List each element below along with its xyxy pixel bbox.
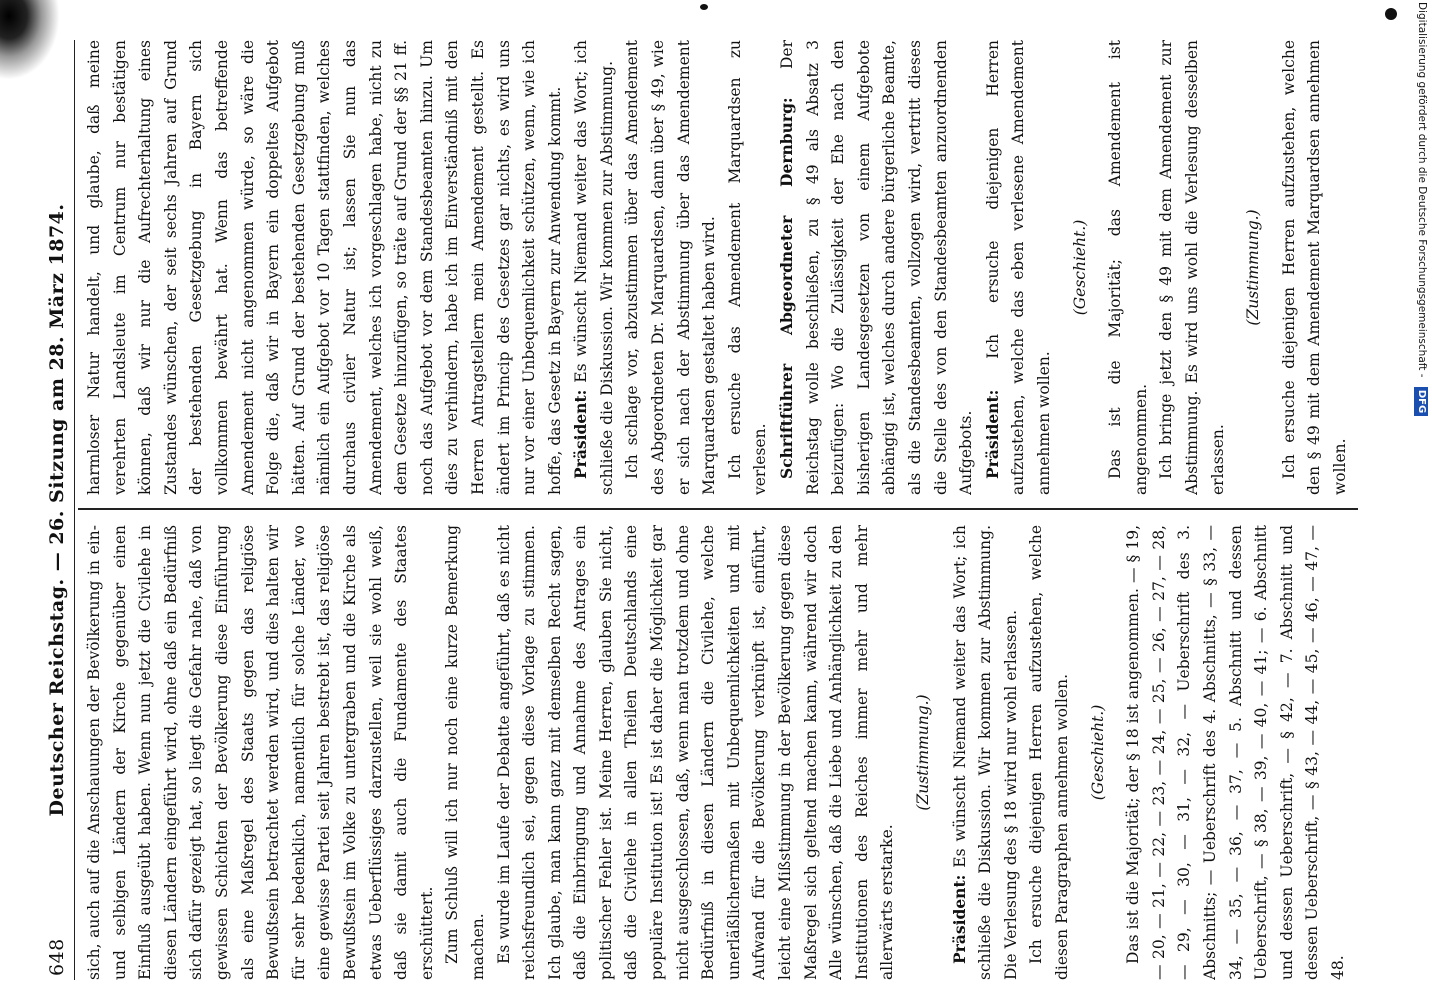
stage-direction: (Zustimmung.)	[1244, 209, 1263, 326]
dfg-funding-tag	[1412, 0, 1432, 1000]
scan-speck	[700, 4, 708, 10]
scan-speck	[1385, 8, 1397, 20]
paragraph: Ich ersuche das Amendement Marquardsen zu verlesen.	[725, 40, 770, 495]
paragraph: sich, auch auf die Anschauungen der Bevölkerung in ein- und selbigen Ländern der Kirche gegenüber einen Einfluß ausgeübt haben. Wenn nun jetzt die Civilehe in diesen Ländern eingeführt wird, ohne daß ein Bedürfniß sich dafür gezeigt hat, so liegt die Gefahr nahe, daß von gewissen Schichten der Bevölkerung diese Einführung als eine Maßregel des Staats gegen das religiöse Bewußtsein betrachtet werden wird, und dies halten wir für sehr bedenklich, namentlich für solche Länder, wo eine gewisse Partei seit Jahren bestrebt ist, das religiöse Bewußtsein im Volke zu untergraben und die Kirche als etwas Ueberflüssiges darzustellen, weil sie wohl weiß, daß sie damit auch die Fundamente des Staates erschüttert.	[85, 525, 436, 980]
speaker-name: Präsident:	[949, 874, 969, 964]
page-header	[40, 40, 75, 980]
stage-direction: (Geschieht.)	[1070, 219, 1089, 316]
speech-text: Ich ersuche diejenigen Herren aufzustehen, welche das eben verlesene Amendement annehmen wollen.	[983, 40, 1053, 495]
speech-text: Der Reichstag wolle beschließen, zu § 49 als Absatz 3 beizufügen: Wo die Zulässigkeit der Ehe nach den bisherigen Landesgesetzen von einem Aufgebote abhängig ist, welches durch andere bürgerliche Beamte, als die Standesbeamten, vollzogen wird, vertritt dieses die Stelle des von den Standesbeamten anzuordnenden Aufgebots.	[778, 40, 976, 495]
speech-text: Es wünscht Niemand weiter das Wort; ich schließe die Diskussion. Wir kommen zur Abstimmung.	[572, 40, 616, 495]
page-number: 648	[46, 938, 68, 976]
paragraph	[774, 40, 980, 495]
paragraph	[568, 40, 620, 495]
paragraph: Das ist die Majorität; das Amendement ist angenommen.	[1106, 40, 1150, 495]
paragraph: Zum Schluß will ich nur noch eine kurze Bemerkung machen.	[443, 525, 487, 980]
dfg-funding-text	[1412, 0, 1432, 1002]
stage-direction: (Zustimmung.)	[914, 694, 932, 811]
speech-text: Es wünscht Niemand weiter das Wort; ich schließe die Diskussion. Wir kommen zur Abstimmung. Die Verlesung des § 18 wird nur wohl erlassen.	[950, 525, 1020, 980]
stage-direction: (Geschieht.)	[1088, 704, 1107, 801]
paragraph: Es wurde im Laufe der Debatte angeführt, daß es nicht reichsfreundlich sei, gegen diese Vorlage zu stimmen. Ich glaube, man kann ganz mit demselben Recht sagen, daß die Einbringung und Annahme des Antrages ein politischer Fehler ist. Meine Herren, glauben Sie nicht, daß die Civilehe in allen Theilen Deutschlands eine populäre Institution ist! Es ist daher die Möglichkeit gar nicht ausgeschlossen, daß, wenn man trotzdem und ohne Bedürfniß in diesen Ländern die Civilehe, welche unerläßlichermaßen mit Unbequemlichkeiten und mit Aufwand für die Bevölkerung verknüpft ist, einführt, leicht eine Mißstimmung in der Bevölkerung gegen diese Maßregel sich geltend machen kann, während wir doch Alle wünschen, daß die Liebe und Anhänglichkeit zu den Institutionen des Reiches immer mehr und mehr allerwärts erstarke.	[494, 525, 897, 980]
paragraph: harmloser Natur handelt, und glaube, daß meine verehrten Landsleute im Centrum nur bestätigen können, daß wir nur die Aufrechterhaltung eines Zustandes wünschen, der seit sechs Jahren auf Grund der bestehenden Gesetzgebung in Bayern sich vollkommen bewährt hat. Wenn das betreffende Amendement nicht angenommen würde, so wäre die Folge die, daß wir in Bayern ein doppeltes Aufgebot hätten. Auf Grund der bestehenden Gesetzgebung muß nämlich ein Aufgebot vor 10 Tagen stattfinden, welches durchaus civiler Natur ist; lassen Sie nun das Amendement, welches ich vorgeschlagen habe, nicht zu dem Gesetze hinzufügen, so träte auf Grund der §§ 21 ff. noch das Aufgebot vor dem Standesbeamten hinzu. Um dies zu verhindern, habe ich im Einverständniß mit den Herren Antragstellern mein Amendement gestellt. Es ändert im Princip des Gesetzes gar nichts, es wird uns nur vor einer Unbequemlichkeit schützen, wenn, wie ich hoffe, das Gesetz in Bayern zur Anwendung kommt.	[85, 40, 564, 495]
dfg-logo: DFG	[1414, 387, 1428, 416]
speaker-name: Präsident:	[571, 389, 591, 479]
rotated-page	[40, 40, 1360, 980]
paragraph: Ich ersuche diejenigen Herren aufzustehen, welche diesen Paragraphen annehmen wollen.	[1027, 525, 1071, 980]
dfg-text: Digitalisierung gefördert durch die Deutsche Forschungsgemeinschaft -	[1416, 2, 1428, 378]
column-divider	[78, 509, 1358, 511]
page-title: Deutscher Reichstag. — 26. Sitzung am 28. März 1874.	[46, 203, 68, 817]
speaker-name: Präsident:	[982, 389, 1002, 479]
paragraph: Ich bringe jetzt den § 49 mit dem Amendement zur Abstimmung. Es wird uns wohl die Verlesung desselben erlassen.	[1157, 40, 1227, 495]
paragraph	[980, 40, 1058, 495]
left-column	[82, 525, 1352, 980]
paragraph: Ich schlage vor, abzustimmen über das Amendement des Abgeordneten Dr. Marquardsen, dann über § 49, wie er sich nach der Abstimmung über das Amendement Marquardsen gestaltet haben wird.	[623, 40, 719, 495]
right-column	[82, 40, 1352, 495]
paragraph: Ich ersuche diejenigen Herren aufzustehen, welche den § 49 mit dem Amendement Marquardsen annehmen wollen.	[1279, 40, 1349, 495]
speaker-name: Schriftführer Abgeordneter Dernburg:	[777, 97, 797, 479]
paragraph	[947, 525, 1025, 980]
paragraph: Das ist die Majorität; der § 18 ist angenommen. — § 19, — 20, — 21, — 22, — 23, — 24, — 25, — 26, — 27, — 28, — 29, — 30, — 31, — 32, — Ueberschrift des 3. Abschnitts; — Ueberschrift des 4. Abschnitts, — § 33, — 34, — 35, — 36, — 37, — 5. Abschnitt und dessen Ueberschrift, — § 38, — 39, — 40, — 41; — 6. Abschnitt und dessen Ueberschrift, — § 42, — 7. Abschnitt und dessen Ueberschrift, — § 43, — 44, — 45, — 46, — 47, — 48.	[1124, 525, 1347, 980]
page-content	[40, 40, 1360, 980]
